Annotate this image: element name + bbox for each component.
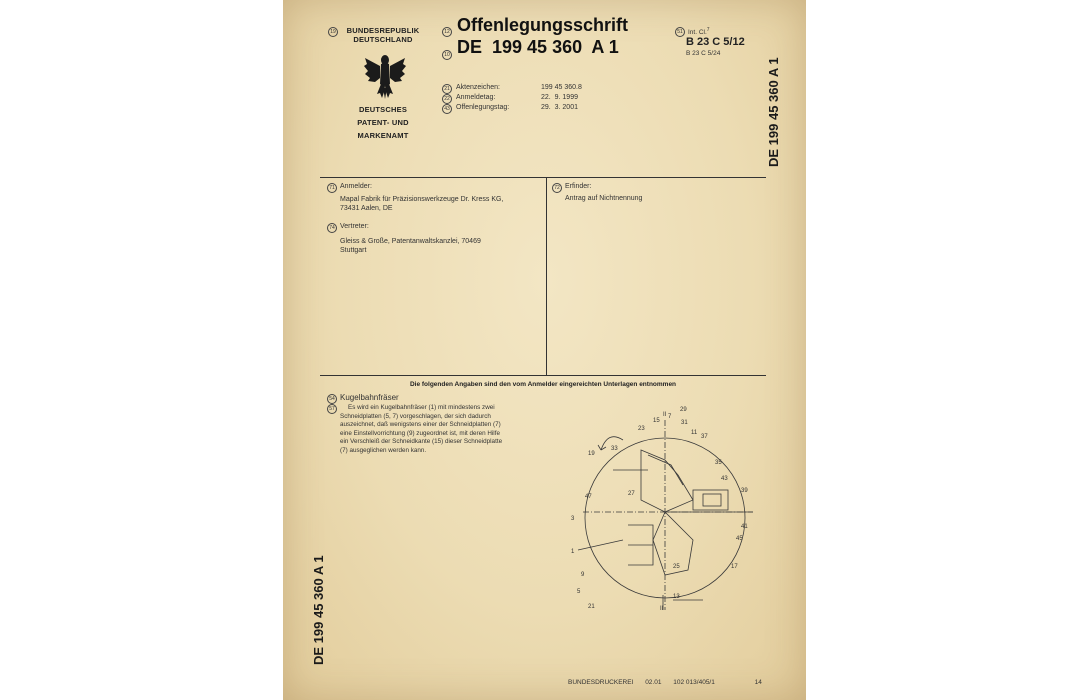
inid-code-21: 21 bbox=[442, 84, 452, 94]
footer-code: 102 013/405/1 bbox=[673, 679, 715, 686]
figure-label: 47 bbox=[585, 494, 592, 500]
vertreter-label: Vertreter: bbox=[340, 223, 369, 230]
anmelder-value bbox=[340, 195, 503, 213]
figure-label: 5 bbox=[577, 589, 581, 595]
side-number-left: DE 199 45 360 A 1 bbox=[311, 555, 326, 665]
figure-label: 27 bbox=[628, 491, 635, 497]
int-cl-label: Int. Cl.$^7$ bbox=[688, 27, 710, 37]
figure-label: 11 bbox=[691, 430, 698, 436]
figure-label: 39 bbox=[741, 488, 748, 494]
anmeldetag-value: 22. 9. 1999 bbox=[541, 94, 578, 101]
footer-page: 14 bbox=[754, 679, 762, 686]
abstract-line-3: auszeichnet, daß wenigstens einer der Schneidplatten (7) bbox=[340, 421, 501, 429]
figure-label: 17 bbox=[731, 564, 738, 570]
inid-code-10: 10 bbox=[442, 50, 452, 60]
figure-label: 45 bbox=[736, 536, 743, 542]
figure-label: 7 bbox=[668, 414, 672, 420]
figure-label: 1 bbox=[571, 549, 575, 555]
inid-code-51: 51 bbox=[675, 27, 685, 37]
figure-label: 19 bbox=[588, 451, 595, 457]
figure-label: 15 bbox=[653, 418, 660, 424]
abstract-line-1: Es wird ein Kugelbahnfräser (1) mit mindestens zwei bbox=[348, 404, 495, 411]
aktenzeichen-label: Aktenzeichen: bbox=[456, 84, 500, 91]
footer bbox=[568, 679, 762, 686]
vertreter-value bbox=[340, 237, 481, 255]
drawing-insert-upper bbox=[641, 450, 693, 512]
offenlegungstag-label: Offenlegungstag: bbox=[456, 104, 510, 111]
inid-code-43: 43 bbox=[442, 104, 452, 114]
inid-code-19: 19 bbox=[328, 27, 338, 37]
figure-label: 23 bbox=[638, 426, 645, 432]
document-number: DE 199 45 360 A 1 bbox=[457, 37, 619, 57]
office-line-2: PATENT- UND bbox=[357, 118, 409, 127]
inid-code-57: 57 bbox=[327, 404, 337, 414]
anmeldetag-label: Anmeldetag: bbox=[456, 94, 496, 101]
office-name bbox=[338, 103, 428, 142]
figure-label: 33 bbox=[611, 446, 618, 452]
figure-label: 3 bbox=[571, 516, 575, 522]
figure-label: 9 bbox=[581, 572, 585, 578]
anmelder-line-2: 73431 Aalen, DE bbox=[340, 205, 393, 212]
federal-eagle-icon bbox=[363, 52, 407, 100]
invention-title: Kugelbahnfräser bbox=[340, 393, 399, 402]
country-name bbox=[338, 26, 428, 44]
notice-text: Die folgenden Angaben sind den vom Anmelder eingereichten Unterlagen entnommen bbox=[409, 381, 677, 388]
document-type: Offenlegungsschrift bbox=[457, 15, 629, 35]
footer-printer: BUNDESDRUCKEREI bbox=[568, 679, 634, 686]
technical-drawing bbox=[553, 400, 773, 620]
office-line-1: DEUTSCHES bbox=[358, 105, 408, 114]
inid-code-22: 22 bbox=[442, 94, 452, 104]
figure-label: 31 bbox=[681, 420, 688, 426]
figure-label: 29 bbox=[680, 407, 687, 413]
inid-code-12: 12 bbox=[442, 27, 452, 37]
country-line-2: DEUTSCHLAND bbox=[353, 35, 413, 44]
vertreter-line-2: Stuttgart bbox=[340, 247, 367, 254]
int-cl-secondary: B 23 C 5/24 bbox=[686, 50, 721, 57]
figure-label: 21 bbox=[588, 604, 595, 610]
figure-label: 13 bbox=[673, 594, 680, 600]
side-number-right: DE 199 45 360 A 1 bbox=[766, 57, 781, 167]
abstract-line-5: ein Verschleiß der Schneidkante (15) dieser Schneidplatte bbox=[340, 438, 503, 446]
erfinder-label: Erfinder: bbox=[565, 183, 592, 190]
abstract-line-2: Schneidplatten (5, 7) vorgeschlagen, der sich dadurch bbox=[340, 412, 491, 420]
figure-label: 25 bbox=[673, 564, 680, 570]
patent-page bbox=[283, 0, 806, 700]
figure-label: II bbox=[663, 412, 667, 418]
aktenzeichen-value: 199 45 360.8 bbox=[541, 84, 582, 91]
divider-center bbox=[546, 177, 547, 375]
inid-code-54: 54 bbox=[327, 394, 337, 404]
figure-label: II bbox=[660, 606, 664, 612]
drawing-adjuster bbox=[693, 490, 728, 510]
footer-date: 02.01 bbox=[645, 679, 662, 686]
abstract-line-6: (7) ausgeglichen werden kann. bbox=[340, 446, 427, 454]
erfinder-value: Antrag auf Nichtnennung bbox=[565, 195, 643, 202]
divider-bottom bbox=[320, 375, 766, 376]
offenlegungstag-value: 29. 3. 2001 bbox=[541, 104, 578, 111]
figure-label: 41 bbox=[741, 524, 748, 530]
figure-label: 43 bbox=[721, 476, 728, 482]
office-line-3: MARKENAMT bbox=[357, 131, 409, 140]
abstract-line-4: eine Einstellvorrichtung (9) zugeordnet ist, mit deren Hilfe bbox=[340, 429, 500, 437]
inid-code-74: 74 bbox=[327, 223, 337, 233]
anmelder-line-1: Mapal Fabrik für Präzisionswerkzeuge Dr. Kress KG, bbox=[340, 196, 504, 203]
divider-top bbox=[320, 177, 766, 178]
abstract-text bbox=[340, 404, 545, 456]
anmelder-label: Anmelder: bbox=[340, 183, 372, 190]
inid-code-71: 71 bbox=[327, 183, 337, 193]
inid-code-72: 72 bbox=[552, 183, 562, 193]
figure-label: 35 bbox=[715, 460, 722, 466]
vertreter-line-1: Gleiss & Große, Patentanwaltskanzlei, 70469 bbox=[340, 238, 481, 245]
figure-label: 37 bbox=[701, 434, 708, 440]
int-cl-main: B 23 C 5/12 bbox=[686, 36, 745, 48]
country-line-1: BUNDESREPUBLIK bbox=[346, 26, 420, 35]
